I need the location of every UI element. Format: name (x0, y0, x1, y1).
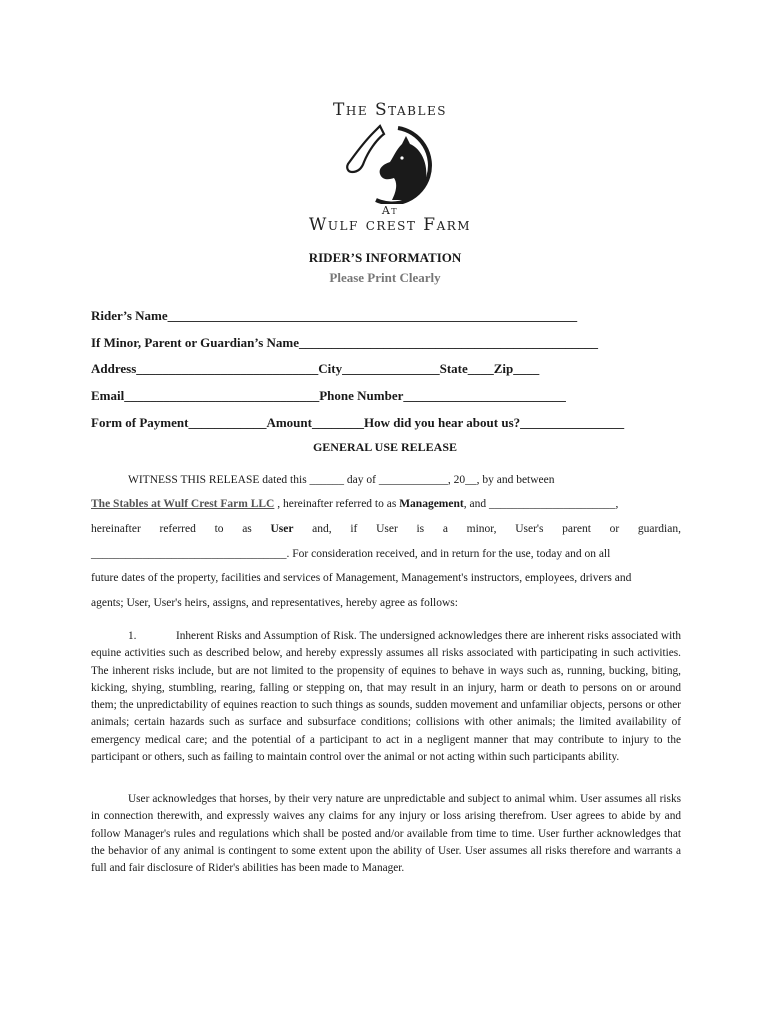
company-suffix: , hereinafter referred to as (274, 498, 400, 510)
word: minor, (466, 523, 497, 535)
release-consideration-line: __________________________________. For consideration received, and in return for the use, today and on all (91, 548, 611, 560)
rider-name-field[interactable]: Rider’s Name_______________________________________________________________ (91, 308, 578, 323)
release-dates-line: future dates of the property, facilities and services of Management, Management's instructors, employees, drivers and (91, 572, 632, 584)
guardian-name-field[interactable]: If Minor, Parent or Guardian’s Name______________________________________________ (91, 335, 598, 350)
release-witness-line: WITNESS THIS RELEASE dated this ______ day of ____________, 20__, by and between (128, 474, 555, 486)
payment-amount-referral-field[interactable]: Form of Payment____________Amount________How did you hear about us?________________ (91, 415, 625, 430)
management-suffix: , and ______________________, (463, 498, 619, 510)
paragraph-number: 1. (128, 630, 137, 642)
address-city-state-zip-field[interactable]: Address____________________________City_______________State____Zip____ (91, 361, 540, 376)
word: referred (159, 523, 196, 535)
word: User (376, 523, 398, 535)
inherent-risks-paragraph (91, 628, 681, 766)
inherent-risks-text: Inherent Risks and Assumption of Risk. The undersigned acknowledges there are inherent risks associated with equine activities such as described below, and hereby expressly assumes all risks associated with participating in such activities. The inherent risks include, but are not limited to the propensity of equines to behave in ways such as, running, bucking, biting, kicking, shying, stumbling, rearing, falling or stepping on, that may result in an injury, harm or death to persons on or around them; the unpredictability of equines reaction to such things as sounds, sudden movement and unfamiliar objects, persons or other animals; certain hazards such as surface and subsurface conditions; collisions with other animals; the limited availability of emergency medical care; and the potential of a participant to act in a negligent manner that may contribute to injury to the participant or others, such as failing to maintain control over the animal or not acting within such participants ability. (91, 630, 681, 764)
management-term: Management (399, 498, 464, 510)
logo-at: At (381, 204, 399, 217)
word: parent (562, 523, 591, 535)
word: or (609, 523, 620, 535)
word: if (350, 523, 358, 535)
riders-information-heading: RIDER’S INFORMATION (308, 250, 462, 265)
word: User's (515, 523, 544, 535)
word: hereinafter (91, 523, 141, 535)
word: is (416, 523, 425, 535)
company-name: The Stables at Wulf Crest Farm LLC (91, 498, 275, 510)
word: a (442, 523, 448, 535)
user-acknowledges-paragraph: User acknowledges that horses, by their very nature are unpredictable and subject to animal whim. User assumes all risks in connection therewith, and expressly waives any claims for any injury or loss arising therefrom. User agrees to abide by and follow Manager's rules and regulations which shall be posted and/or available from time to time. User further acknowledges that the behavior of any animal is contingent to some extent upon the ability of User. User assumes all risks therefore and warrants a full and fair disclosure of Rider's abilities has been made to Manager. (91, 793, 681, 875)
release-user-line (91, 523, 681, 535)
word: to (214, 523, 224, 535)
email-phone-field[interactable]: Email______________________________Phone Number_________________________ (91, 388, 566, 403)
logo-title-top: The Stables (333, 100, 447, 120)
horse-head-logo-icon (340, 122, 440, 204)
word: and, (312, 523, 332, 535)
logo-title-bottom: Wulf crest Farm (308, 215, 472, 235)
release-parties-line (91, 498, 618, 510)
word: guardian, (637, 523, 681, 535)
release-agents-line: agents; User, User's heirs, assigns, and representatives, hereby agree as follows: (91, 597, 458, 609)
word: as (242, 523, 252, 535)
user-term: User (270, 523, 294, 535)
general-use-release-heading: GENERAL USE RELEASE (312, 440, 458, 454)
stables-logo (300, 100, 480, 240)
print-clearly-subheading: Please Print Clearly (329, 270, 441, 285)
